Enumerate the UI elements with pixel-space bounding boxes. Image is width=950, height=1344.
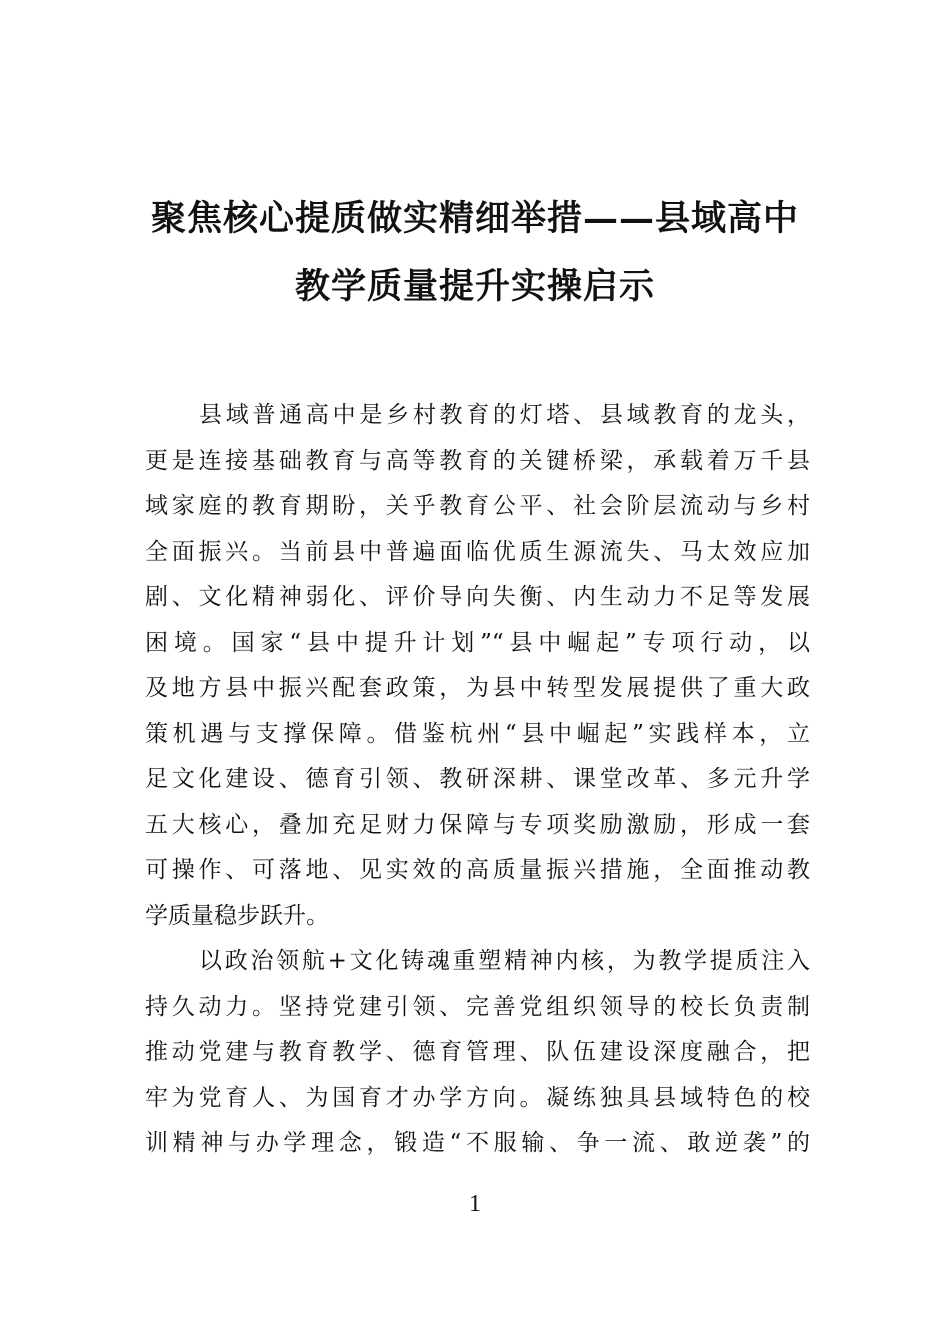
paragraph-line: 学质量稳步跃升。 — [145, 902, 329, 929]
paragraph-line: 困境。国家“县中提升计划”“县中崛起”专项行动，以 — [145, 629, 810, 656]
paragraph-line: 推动党建与教育教学、德育管理、队伍建设深度融合，把 — [145, 1039, 810, 1065]
paragraph-line: 牢为党育人、为国育才办学方向。凝练独具县域特色的校 — [145, 1084, 810, 1111]
paragraph-line: 策机遇与支撑保障。借鉴杭州“县中崛起”实践样本，立 — [145, 720, 810, 747]
paragraph-line: 持久动力。坚持党建引领、完善党组织领导的校长负责制 — [145, 993, 810, 1020]
paragraph-line: 县域普通高中是乡村教育的灯塔、县域教育的龙头， — [199, 402, 810, 428]
document-body — [145, 393, 810, 1167]
paragraph-1 — [145, 393, 810, 939]
paragraph-line: 可操作、可落地、见实效的高质量振兴措施，全面推动教 — [145, 857, 810, 883]
paragraph-line: 训精神与办学理念，锻造“不服输、争一流、敢逆袭”的 — [145, 1130, 810, 1156]
paragraph-line: 足文化建设、德育引领、教研深耕、课堂改革、多元升学 — [145, 766, 810, 792]
paragraph-2 — [145, 939, 810, 1167]
paragraph-line: 更是连接基础教育与高等教育的关键桥梁，承载着万千县 — [145, 447, 810, 474]
paragraph-line: 剧、文化精神弱化、评价导向失衡、内生动力不足等发展 — [145, 584, 810, 610]
paragraph-line: 以政治领航+文化铸魂重塑精神内核，为教学提质注入 — [199, 948, 810, 974]
paragraph-line: 全面振兴。当前县中普遍面临优质生源流失、马太效应加 — [145, 538, 810, 565]
paragraph-line: 域家庭的教育期盼，关乎教育公平、社会阶层流动与乡村 — [145, 493, 810, 519]
paragraph-line: 及地方县中振兴配套政策，为县中转型发展提供了重大政 — [145, 675, 810, 701]
paragraph-line: 五大核心，叠加充足财力保障与专项奖励激励，形成一套 — [145, 811, 810, 838]
page-number: 1 — [469, 1191, 481, 1217]
document-title-line-1: 聚焦核心提质做实精细举措——县域高中 — [150, 198, 799, 239]
document-title-line-2: 教学质量提升实操启示 — [294, 266, 655, 307]
